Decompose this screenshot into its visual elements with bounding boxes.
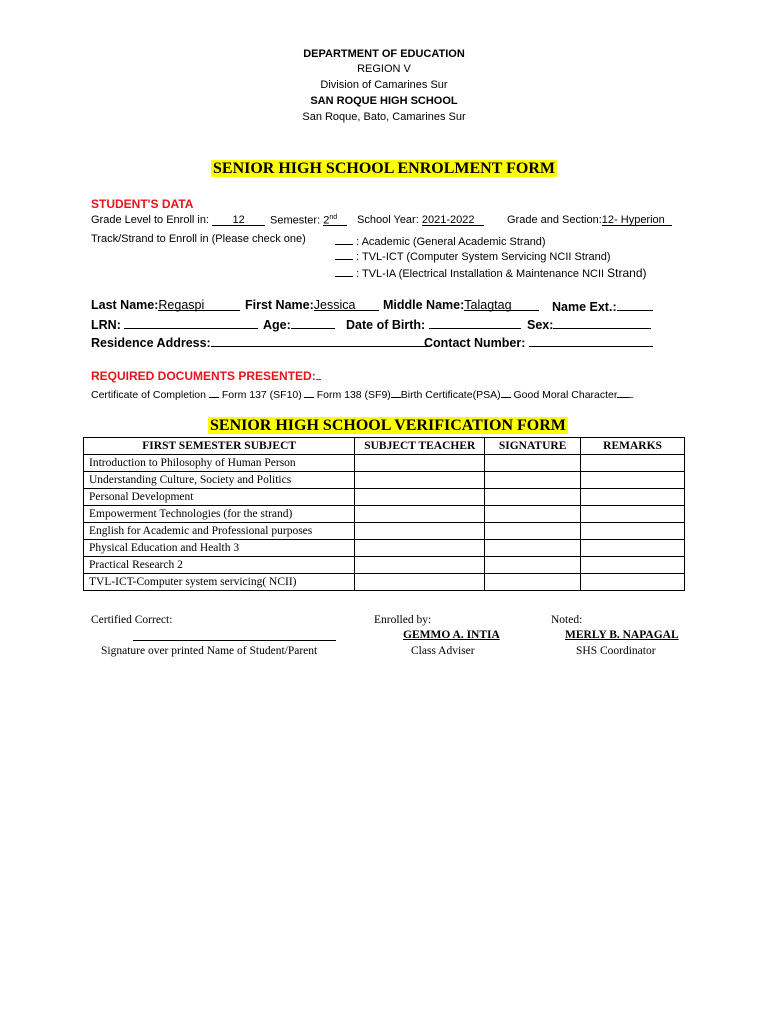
track-option-tvl-ict [335,248,611,263]
middle-name-label: Middle Name: [383,298,465,312]
division-line: Division of Camarines Sur [320,79,448,91]
certified-correct-label: Certified Correct: [91,614,173,626]
lrn-value-line[interactable] [124,316,258,329]
doc-trailing-mark [629,386,633,398]
region-line: REGION V [357,63,411,75]
table-row [84,540,685,557]
table-row [84,557,685,574]
school-year-value-line[interactable] [422,214,484,226]
subject-cell: Personal Development [84,489,355,506]
remarks-cell[interactable] [581,455,685,472]
first-name-field [245,298,379,312]
teacher-cell[interactable] [355,489,485,506]
signature-cell[interactable] [485,506,581,523]
lrn-label: LRN: [91,318,121,332]
teacher-cell[interactable] [355,574,485,591]
sex-field [527,316,651,332]
first-name-value-line[interactable] [314,298,379,311]
signature-cell[interactable] [485,523,581,540]
enrolled-by-label: Enrolled by: [374,614,432,626]
doc-good-moral-label: Good Moral Character [513,389,618,401]
teacher-cell[interactable] [355,540,485,557]
signature-cell[interactable] [485,557,581,574]
school-year-value: 2021-2022 [421,214,475,226]
table-row [84,455,685,472]
grade-level-value-line[interactable] [212,214,265,226]
dob-value-line[interactable] [429,316,521,329]
contact-label: Contact Number: [424,336,526,350]
dob-label: Date of Birth: [346,318,426,332]
documents-heading [91,368,321,383]
track-academic-label: : Academic (General Academic Strand) [356,236,546,248]
school-name: SAN ROQUE HIGH SCHOOL [310,95,458,107]
track-option-tvl-ia [335,265,647,280]
remarks-cell[interactable] [581,506,685,523]
grade-section-value-line[interactable] [602,214,672,226]
sex-label: Sex: [527,318,554,332]
col-header-signature: SIGNATURE [485,438,581,455]
doc-form138-label: Form 138 (SF9) [316,389,391,401]
school-year-label: School Year: [357,214,419,226]
semester-label: Semester: [270,214,321,227]
department-heading: DEPARTMENT OF EDUCATION [303,48,465,60]
residence-field [91,334,429,350]
doc-form138-check[interactable] [391,386,401,398]
subject-cell: TVL-ICT-Computer system servicing( NCII) [84,574,355,591]
remarks-cell[interactable] [581,489,685,506]
signature-cell[interactable] [485,540,581,557]
student-signature-caption: Signature over printed Name of Student/Parent [101,645,318,657]
grade-level-value: 12 [232,214,245,226]
table-row [84,574,685,591]
track-label: Track/Strand to Enroll in (Please check one) [91,233,306,245]
teacher-cell[interactable] [355,455,485,472]
school-year-field [357,214,484,226]
adviser-name: GEMMO A. INTIA [403,629,500,641]
track-tvl-ict-label: : TVL-ICT (Computer System Servicing NCII Strand) [356,251,611,263]
contact-value-line[interactable] [529,334,653,347]
table-row [84,489,685,506]
semester-value: 2 [323,214,330,227]
table-row [84,472,685,489]
documents-heading-line [316,368,321,380]
last-name-label: Last Name: [91,298,159,312]
documents-heading-text: REQUIRED DOCUMENTS PRESENTED: [91,369,316,383]
signature-cell[interactable] [485,574,581,591]
student-signature-line[interactable] [133,640,336,641]
age-label: Age: [263,318,291,332]
dob-field [346,316,521,332]
grade-level-label: Grade Level to Enroll in: [91,214,210,226]
track-tvl-ia-tail: Strand) [607,266,647,280]
verification-table [83,437,685,591]
grade-section-value: 12- Hyperion [601,214,665,226]
remarks-cell[interactable] [581,523,685,540]
lrn-field [91,316,258,332]
adviser-title: Class Adviser [411,645,475,657]
doc-birth-cert-check[interactable] [501,386,511,398]
name-ext-field [552,298,653,314]
last-name-value-line[interactable] [158,298,240,311]
residence-label: Residence Address: [91,336,211,350]
subject-cell: Physical Education and Health 3 [84,540,355,557]
signature-cell[interactable] [485,489,581,506]
doc-good-moral-check[interactable] [617,386,629,398]
semester-suffix: nd [329,214,338,221]
name-ext-value-line[interactable] [617,298,653,311]
age-field [263,316,335,332]
teacher-cell[interactable] [355,472,485,489]
doc-form137-label: Form 137 (SF10) [221,389,302,401]
track-tvl-ict-checkbox[interactable] [335,248,353,260]
doc-form137-check[interactable] [304,386,314,398]
first-name-value: Jessica [313,298,356,312]
grade-level-field [91,214,265,226]
coordinator-name: MERLY B. NAPAGAL [565,629,679,641]
remarks-cell[interactable] [581,472,685,489]
col-header-remarks: REMARKS [581,438,685,455]
grade-section-field [507,214,672,226]
middle-name-field [383,298,539,312]
track-tvl-ia-label: : TVL-IA (Electrical Installation & Maintenance NCII [356,268,608,280]
middle-name-value: Talagtag [464,298,512,312]
verification-title-wrap [208,417,568,435]
doc-certificate-label: Certificate of Completion [91,389,206,401]
remarks-cell[interactable] [581,557,685,574]
contact-field [424,334,653,350]
subject-cell: Empowerment Technologies (for the strand) [84,506,355,523]
residence-value-line[interactable] [211,334,429,347]
teacher-cell[interactable] [355,506,485,523]
enrolment-form-title: SENIOR HIGH SCHOOL ENROLMENT FORM [213,160,555,177]
teacher-cell[interactable] [355,523,485,540]
track-academic-checkbox[interactable] [335,233,353,245]
documents-list [91,386,633,401]
doc-birth-cert-label: Birth Certificate(PSA) [400,389,501,401]
coordinator-title: SHS Coordinator [576,645,656,657]
subject-cell: Understanding Culture, Society and Politics [84,472,355,489]
school-address: San Roque, Bato, Camarines Sur [302,111,466,123]
age-value-line[interactable] [291,316,335,329]
enrolment-title-wrap [0,160,768,178]
subject-cell: Practical Research 2 [84,557,355,574]
signature-cell[interactable] [485,472,581,489]
table-header-row [84,438,685,455]
semester-value-line[interactable] [323,214,347,226]
remarks-cell[interactable] [581,540,685,557]
track-option-academic [335,233,546,248]
semester-field [270,214,347,227]
teacher-cell[interactable] [355,557,485,574]
grade-section-label: Grade and Section: [507,214,602,226]
subject-cell: English for Academic and Professional purposes [84,523,355,540]
last-name-value: Regaspi [158,298,205,312]
middle-name-value-line[interactable] [464,298,539,311]
first-name-label: First Name: [245,298,314,312]
name-ext-label: Name Ext.: [552,300,617,314]
track-tvl-ia-checkbox[interactable] [335,265,353,277]
signature-cell[interactable] [485,455,581,472]
last-name-field [91,298,240,312]
subject-cell: Introduction to Philosophy of Human Person [84,455,355,472]
students-data-heading: STUDENT'S DATA [91,197,194,211]
table-row [84,506,685,523]
verification-form-title: SENIOR HIGH SCHOOL VERIFICATION FORM [210,417,566,434]
col-header-subject: FIRST SEMESTER SUBJECT [84,438,355,455]
col-header-teacher: SUBJECT TEACHER [355,438,485,455]
noted-label: Noted: [551,614,583,626]
table-row [84,523,685,540]
sex-value-line[interactable] [553,316,651,329]
doc-certificate-check[interactable] [209,386,219,398]
remarks-cell[interactable] [581,574,685,591]
